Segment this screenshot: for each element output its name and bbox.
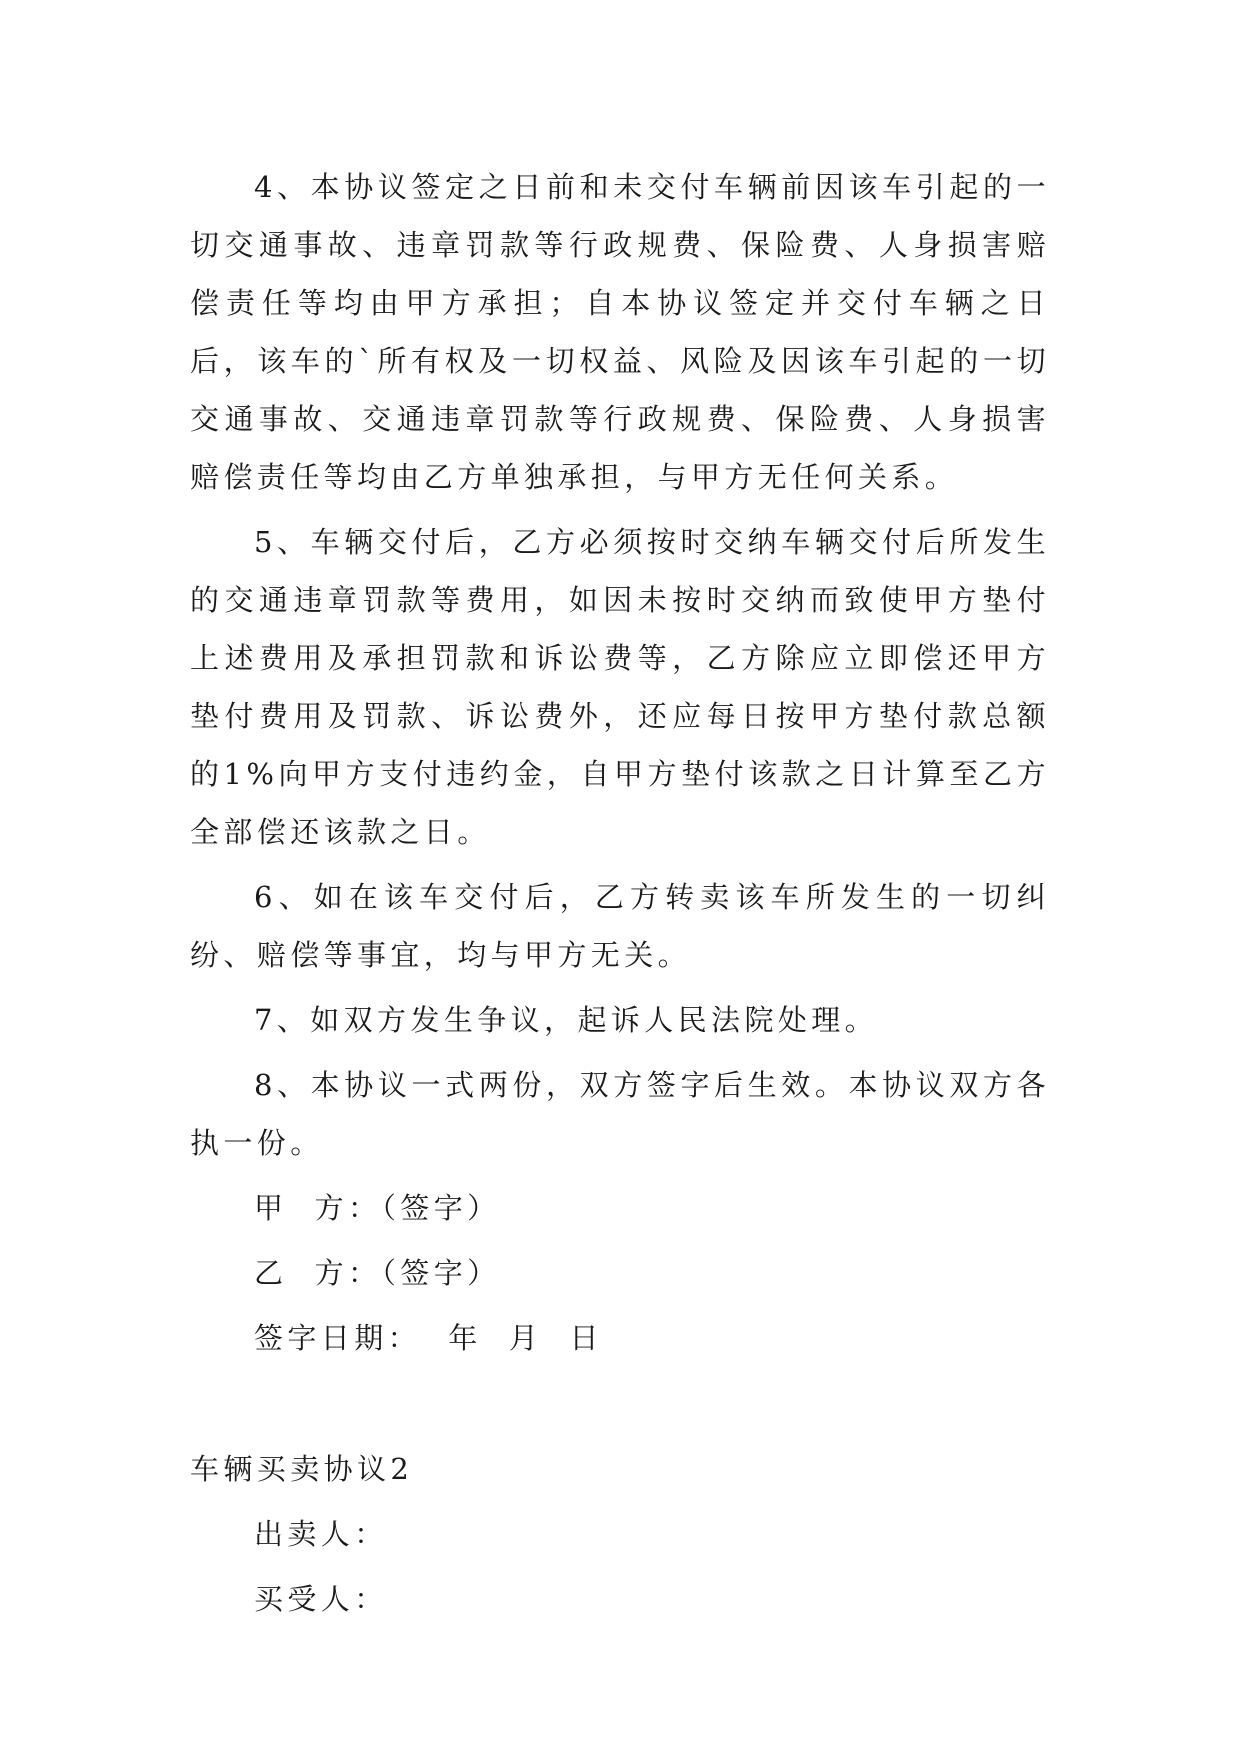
section-2-title: 车辆买卖协议2 <box>190 1452 414 1486</box>
signature-date-line: 签字日期： 年 月 日 <box>254 1321 603 1355</box>
clause-4: 4、本协议签定之日前和未交付车辆前因该车引起的一切交通事故、违章罚款等行政规费、保险费、人身损害赔偿责任等均由甲方承担；自本协议签定并交付车辆之日后，该车的`所有权及一切权益、风险及因该车引起的一切交通事故、交通违章罚款等行政规费、保险费、人身损害赔偿责任等均由乙方单独承担，与甲方无任何关系。 <box>190 170 1050 494</box>
clause-7: 7、如双方发生争议，起诉人民法院处理。 <box>254 1003 879 1037</box>
clause-8: 8、本协议一式两份，双方签字后生效。本协议双方各执一份。 <box>190 1068 1050 1160</box>
party-a-signature-line: 甲 方：（签字） <box>254 1191 501 1225</box>
buyer-line: 买受人： <box>254 1582 388 1616</box>
clause-5: 5、车辆交付后，乙方必须按时交纳车辆交付后所发生的交通违章罚款等费用，如因未按时交纳而致使甲方垫付上述费用及承担罚款和诉讼费等，乙方除应立即偿还甲方垫付费用及罚款、诉讼费外，还应每日按甲方垫付款总额的1%向甲方支付违约金，自甲方垫付该款之日计算至乙方全部偿还该款之日。 <box>190 525 1050 849</box>
seller-line: 出卖人： <box>254 1517 388 1551</box>
section-spacer <box>190 1374 1050 1440</box>
party-b-signature-line: 乙 方：（签字） <box>254 1256 501 1290</box>
clause-6: 6、如在该车交付后，乙方转卖该车所发生的一切纠纷、赔偿等事宜，均与甲方无关。 <box>190 880 1050 972</box>
document-page <box>190 158 1050 1635</box>
